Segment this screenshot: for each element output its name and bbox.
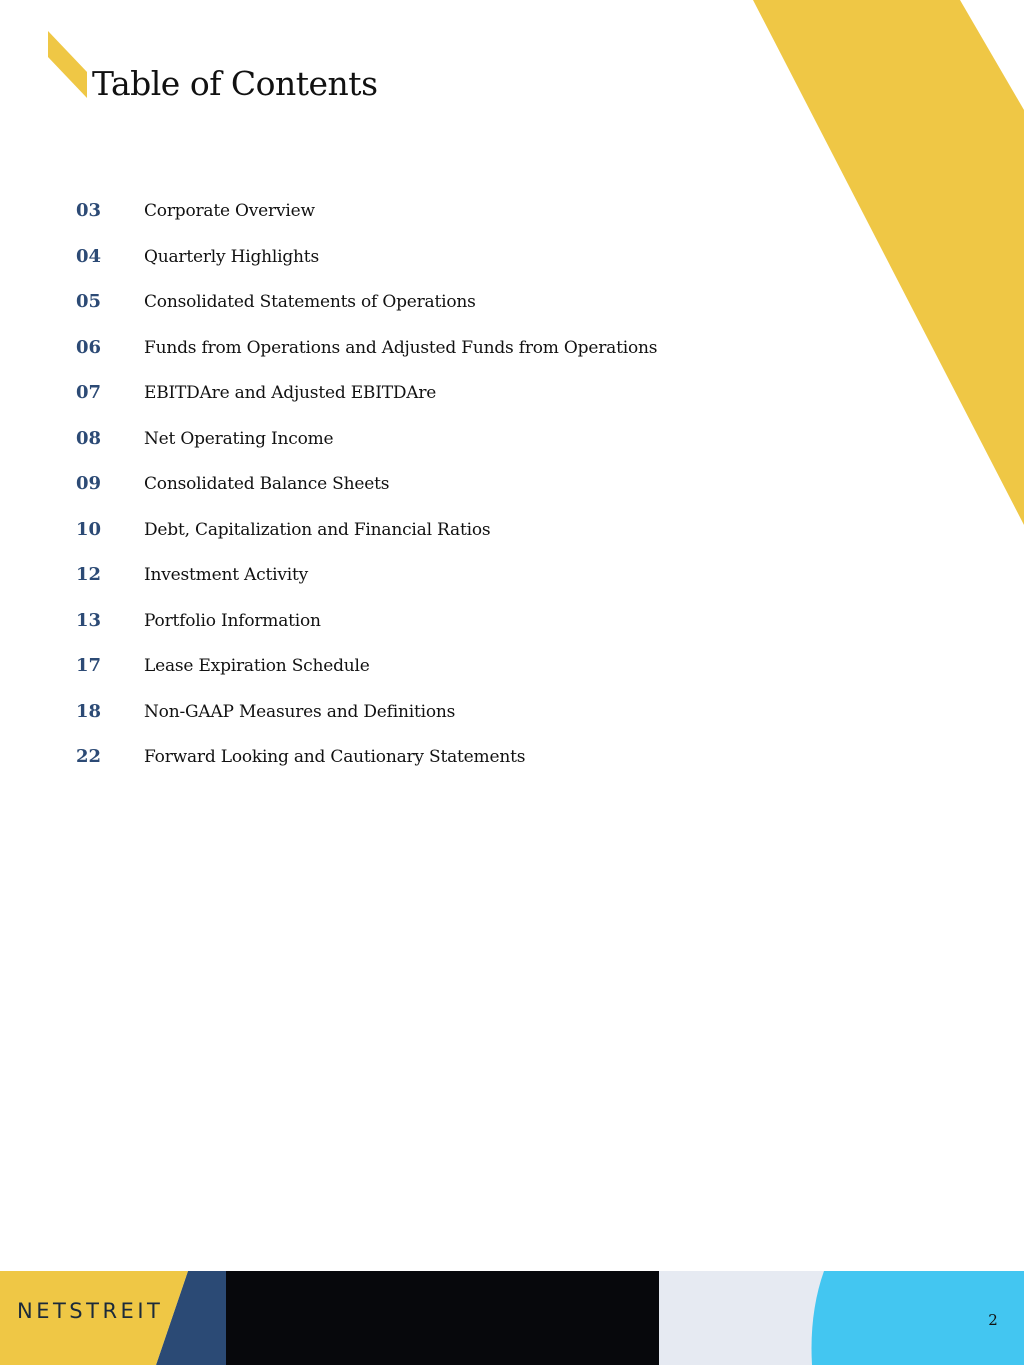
page-number: 2 [988, 1311, 998, 1329]
toc-page-number: 12 [76, 564, 102, 585]
toc-entry-label: Consolidated Balance Sheets [144, 474, 390, 494]
toc-entry-label: Portfolio Information [144, 610, 321, 631]
toc-entry[interactable] [76, 701, 657, 747]
toc-page-number: 18 [76, 700, 102, 722]
toc-entry[interactable] [76, 655, 657, 701]
toc-entry-label: Consolidated Statements of Operations [144, 292, 476, 312]
toc-entry[interactable] [76, 246, 657, 292]
toc-entry-label: Net Operating Income [144, 428, 334, 449]
toc-page-number: 05 [76, 291, 102, 312]
table-of-contents [76, 200, 657, 792]
toc-entry[interactable] [76, 519, 657, 565]
toc-entry[interactable] [76, 291, 657, 337]
toc-entry-label: Forward Looking and Cautionary Statements [144, 747, 526, 767]
toc-page-number: 22 [76, 746, 102, 767]
toc-page-number: 04 [76, 245, 102, 267]
footer-band [0, 1271, 1024, 1365]
toc-page-number: 17 [76, 655, 102, 676]
toc-entry-label: Non-GAAP Measures and Definitions [144, 701, 456, 722]
toc-page-number: 03 [76, 200, 102, 221]
toc-page-number: 08 [76, 427, 102, 449]
toc-page-number: 07 [76, 382, 102, 403]
toc-page-number: 10 [76, 518, 102, 540]
toc-entry-label: Debt, Capitalization and Financial Ratios [144, 519, 491, 540]
toc-entry-label: EBITDAre and Adjusted EBITDAre [144, 383, 437, 403]
netstreit-logo: NETSTREIT [17, 1299, 164, 1323]
title-accent-mark [0, 0, 100, 110]
toc-page-number: 09 [76, 473, 102, 494]
toc-entry[interactable] [76, 746, 657, 792]
toc-entry[interactable] [76, 382, 657, 428]
toc-entry[interactable] [76, 428, 657, 474]
toc-entry[interactable] [76, 473, 657, 519]
toc-entry-label: Quarterly Highlights [144, 246, 319, 267]
page-title: Table of Contents [92, 64, 378, 103]
toc-entry-label: Corporate Overview [144, 201, 315, 221]
toc-entry-label: Investment Activity [144, 565, 308, 585]
toc-entry[interactable] [76, 564, 657, 610]
toc-entry[interactable] [76, 610, 657, 656]
toc-entry[interactable] [76, 200, 657, 246]
toc-page-number: 06 [76, 336, 102, 358]
toc-entry-label: Lease Expiration Schedule [144, 656, 370, 676]
toc-page-number: 13 [76, 609, 102, 631]
toc-entry-label: Funds from Operations and Adjusted Funds from Operations [144, 337, 658, 358]
toc-entry[interactable] [76, 337, 657, 383]
